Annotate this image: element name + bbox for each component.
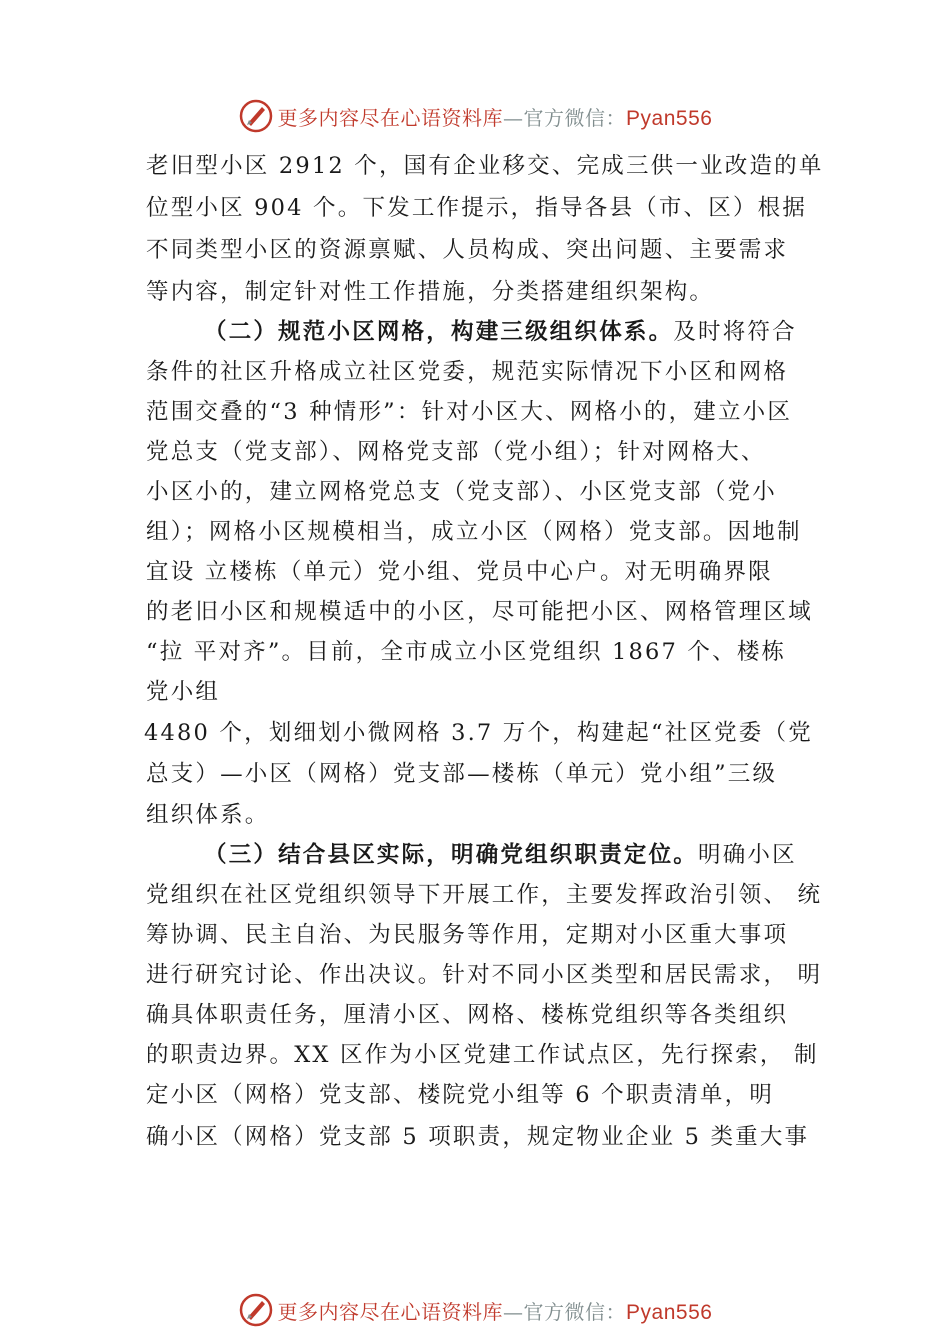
body-line: 党总支（党支部）、网格党支部（党小组）；针对网格大、 <box>146 439 766 465</box>
header-text <box>278 102 713 131</box>
body-line: 不同类型小区的资源禀赋、人员构成、突出问题、主要需求 <box>146 237 789 263</box>
body-line: 确小区（网格）党支部 5 项职责，规定物业企业 5 类重大事 <box>146 1124 810 1150</box>
footer-text <box>278 1296 713 1325</box>
body-line: 宜设 立楼栋（单元）党小组、党员中心户。对无明确界限 <box>146 559 773 585</box>
body-line: 4480 个，划细划小微网格 3.7 万个，构建起“社区党委（党 <box>144 720 813 746</box>
body-line: 组织体系。 <box>146 802 270 828</box>
body-line: 进行研究讨论、作出决议。针对不同小区类型和居民需求， 明 <box>146 962 823 988</box>
body-line: 总支）—小区（网格）党支部—楼栋（单元）党小组”三级 <box>146 761 778 787</box>
body-line: 等内容，制定针对性工作措施，分类搭建组织架构。 <box>146 279 715 305</box>
footer-separator: — <box>503 1299 524 1324</box>
footer-colon: ： <box>605 1299 627 1324</box>
pen-logo-icon <box>238 1292 274 1328</box>
body-line: 位型小区 904 个。下发工作提示，指导各县（市、区）根据 <box>146 195 808 221</box>
header-wechat-label: 官方微信 <box>523 105 606 130</box>
body-line: 确具体职责任务，厘清小区、网格、楼栋党组织等各类组织 <box>146 1002 789 1028</box>
body-line: 的职责边界。XX 区作为小区党建工作试点区，先行探索， 制 <box>146 1042 819 1068</box>
footer-banner <box>0 1290 950 1330</box>
header-brand: 更多内容尽在心语资料库 <box>277 105 504 130</box>
footer-brand: 更多内容尽在心语资料库 <box>277 1299 504 1324</box>
body-line: 党小组 <box>146 679 221 705</box>
body-line: 小区小的，建立网格党总支（党支部）、小区党支部（党小 <box>146 479 777 505</box>
body-line: 的老旧小区和规模适中的小区，尽可能把小区、网格管理区域 <box>146 599 813 625</box>
section-3-heading: （三）结合县区实际，明确党组织职责定位。 <box>204 842 699 868</box>
header-separator: — <box>503 105 524 130</box>
section-2-heading: （二）规范小区网格，构建三级组织体系。 <box>204 319 674 345</box>
header-colon: ： <box>605 105 627 130</box>
body-line: “拉 平对齐”。目前，全市成立小区党组织 1867 个、楼栋 <box>146 639 787 665</box>
body-line: 组）；网格小区规模相当，成立小区（网格）党支部。因地制 <box>146 519 802 545</box>
section-3-first-line <box>204 839 797 871</box>
footer-wechat-label: 官方微信 <box>523 1299 606 1324</box>
body-line: 范围交叠的“3 种情形”：针对小区大、网格小的，建立小区 <box>146 399 793 425</box>
body-line: 筹协调、民主自治、为民服务等作用，定期对小区重大事项 <box>146 922 789 948</box>
section-2-lead: 及时将符合 <box>673 319 797 345</box>
header-banner <box>0 96 950 136</box>
section-3-lead: 明确小区 <box>698 842 797 868</box>
body-line: 老旧型小区 2912 个，国有企业移交、完成三供一业改造的单 <box>146 153 824 179</box>
pen-logo-icon <box>238 98 274 134</box>
body-line: 党组织在社区党组织领导下开展工作，主要发挥政治引领、 统 <box>146 882 823 908</box>
header-wechat-id: Pyan556 <box>626 106 713 130</box>
section-2-first-line <box>204 316 797 348</box>
footer-wechat-id: Pyan556 <box>626 1300 713 1324</box>
body-line: 定小区（网格）党支部、楼院党小组等 6 个职责清单，明 <box>146 1082 775 1108</box>
body-line: 条件的社区升格成立社区党委，规范实际情况下小区和网格 <box>146 359 789 385</box>
